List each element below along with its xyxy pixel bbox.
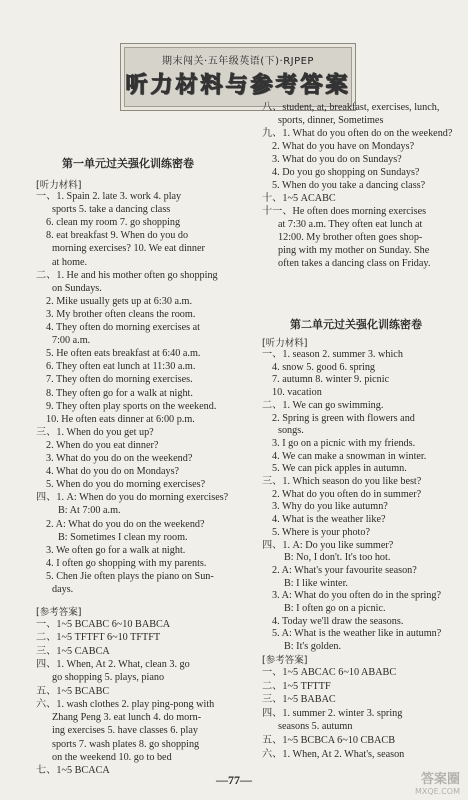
text-line: 3. I go on a picnic with my friends. <box>272 437 416 449</box>
text-line: 二、1~5 TFTTF <box>262 680 331 692</box>
text-line: 四、1. A: Do you like summer? <box>262 539 394 551</box>
text-line: seasons 5. autumn <box>278 721 353 733</box>
text-line: 十一、He often does morning exercises <box>262 206 427 217</box>
text-line: morning exercises? 10. We eat dinner <box>52 243 205 255</box>
text-line: sports, dinner, Sometimes <box>278 115 384 126</box>
text-line: Zhang Peng 3. eat lunch 4. do morn- <box>52 712 202 724</box>
text-line: 5. A: What is the weather like in autumn? <box>272 628 442 640</box>
text-line: 4. snow 5. good 6. spring <box>272 361 376 373</box>
text-line: 二、1. He and his mother often go shopping <box>36 269 218 281</box>
text-line: 5. When do you take a dancing class? <box>272 180 426 191</box>
text-line: on the weekend 10. go to bed <box>52 752 172 763</box>
text-line: on Sundays. <box>52 282 102 294</box>
text-line: 一、1~5 ABCAC 6~10 ABABC <box>262 667 397 678</box>
unit1-section-title: 第一单元过关强化训练密卷 <box>62 157 194 170</box>
text-line: ing exercises 5. have classes 6. play <box>52 725 198 737</box>
text-line: 2. A: What's your favourite season? <box>272 564 417 576</box>
text-line: 5. He often eats breakfast at 6:40 a.m. <box>46 348 201 360</box>
text-line: B: It's golden. <box>284 641 342 653</box>
text-line: 4. I often go shopping with my parents. <box>46 557 207 569</box>
watermark-logo <box>364 768 460 796</box>
text-line: 5. Chen Jie often plays the piano on Sun- <box>46 570 214 582</box>
unit2-listening-tag: [听力材料] <box>262 338 308 349</box>
text-line: 一、1~5 BCABC 6~10 BABCA <box>36 619 171 630</box>
text-line: B: At 7:00 a.m. <box>58 505 121 517</box>
text-line: 四、1. A: When do you do morning exercises? <box>36 492 229 504</box>
text-line: 六、1. When, At 2. What's, season <box>262 748 405 760</box>
text-line: 2. What do you often do in summer? <box>272 488 422 500</box>
text-line: 8. eat breakfast 9. When do you do <box>46 230 189 242</box>
text-line: at 7:30 a.m. They often eat lunch at <box>278 219 423 230</box>
text-line: 五、1~5 BCABC <box>36 685 110 697</box>
unit2-answers-tag: [参考答案] <box>262 655 308 666</box>
text-line: 三、1. When do you get up? <box>36 426 154 438</box>
text-line: 9. They often play sports on the weekend. <box>46 400 217 412</box>
text-line: 3. We often go for a walk at night. <box>46 544 186 556</box>
text-line: 八、student, at, breakfast, exercises, lunch, <box>262 102 440 113</box>
text-line: 4. Today we'll draw the seasons. <box>272 615 404 627</box>
text-line: go shopping 5. plays, piano <box>52 672 165 684</box>
text-line: 一、1. Spain 2. late 3. work 4. play <box>36 191 182 202</box>
text-line: 2. Mike usually gets up at 6:30 a.m. <box>46 295 193 307</box>
text-line: 2. Spring is green with flowers and <box>272 412 415 424</box>
text-line: 7:00 a.m. <box>52 335 91 347</box>
banner-title: 听力材料与参考答案 <box>125 73 351 98</box>
text-line: B: Sometimes I clean my room. <box>58 531 188 543</box>
watermark-main: 答案圈 <box>420 772 460 787</box>
text-line: 四、1. When, At 2. What, clean 3. go <box>36 658 190 670</box>
watermark-sub: MXQE.COM <box>414 787 460 796</box>
text-line: 7. They often do morning exercises. <box>46 374 193 386</box>
text-line: 4. We can make a snowman in winter. <box>272 450 427 462</box>
text-line: days. <box>52 584 74 595</box>
text-line: 7. autumn 8. winter 9. picnic <box>272 374 390 386</box>
text-line: sports 7. wash plates 8. go shopping <box>52 738 200 750</box>
text-line: 二、1. We can go swimming. <box>262 399 384 411</box>
unit1-listening-tag: [听力材料] <box>36 180 82 191</box>
text-line: 2. What do you have on Mondays? <box>272 141 415 152</box>
text-line: 12:00. My brother often goes shop- <box>278 232 423 243</box>
text-line: 4. They often do morning exercises at <box>46 322 200 333</box>
text-line: at home. <box>52 256 88 268</box>
text-line: 九、1. What do you often do on the weekend? <box>262 128 453 139</box>
text-line: 5. Where is your photo? <box>272 526 370 538</box>
text-line: 8. They often go for a walk at night. <box>46 387 193 399</box>
text-line: 三、1~5 BABAC <box>262 694 336 706</box>
text-line: 四、1. summer 2. winter 3. spring <box>262 707 403 719</box>
text-line: 3. A: What do you often do in the spring? <box>272 590 442 602</box>
text-line: ping with my mother on Sunday. She <box>278 245 430 256</box>
text-line: 一、1. season 2. summer 3. which <box>262 349 403 360</box>
text-line: 4. What is the weather like? <box>272 514 386 526</box>
text-line: 五、1~5 BCBCA 6~10 CBACB <box>262 735 396 746</box>
text-line: 2. A: What do you do on the weekend? <box>46 518 205 530</box>
text-line: 七、1~5 BCACA <box>36 765 110 777</box>
text-line: 6. clean my room 7. go shopping <box>46 217 181 229</box>
text-line: 10. vacation <box>272 387 322 399</box>
text-line: songs. <box>278 425 304 437</box>
text-line: 10. He often eats dinner at 6:00 p.m. <box>46 413 195 425</box>
text-line: sports 5. take a dancing class <box>52 204 171 216</box>
text-line: 三、1~5 CABCA <box>36 645 110 657</box>
text-line: 6. They often eat lunch at 11:30 a.m. <box>46 361 196 373</box>
text-line: 六、1. wash clothes 2. play ping-pong with <box>36 698 215 710</box>
unit2-section-title: 第二单元过关强化训练密卷 <box>290 318 422 331</box>
banner-subtitle: 期末闯关·五年级英语(下)·RJPEP <box>162 56 314 67</box>
text-line: 3. My brother often cleans the room. <box>46 308 196 320</box>
page-number: —77— <box>216 773 252 787</box>
text-line: 5. When do you do morning exercises? <box>46 479 206 491</box>
unit1-answers-tag: [参考答案] <box>36 607 82 618</box>
text-line: B: No, I don't. It's too hot. <box>284 552 391 564</box>
text-line: 3. Why do you like autumn? <box>272 501 388 513</box>
text-line: often takes a dancing class on Friday. <box>278 258 431 269</box>
text-line: B: I often go on a picnic. <box>284 603 386 614</box>
text-line: 4. What do you do on Mondays? <box>46 466 180 478</box>
text-line: 3. What do you do on Sundays? <box>272 154 402 165</box>
text-line: 十、1~5 ACABC <box>262 193 336 204</box>
text-line: 4. Do you go shopping on Sundays? <box>272 167 420 178</box>
text-line: B: I like winter. <box>284 577 348 589</box>
text-line: 三、1. Which season do you like best? <box>262 476 422 487</box>
text-line: 2. When do you eat dinner? <box>46 439 159 451</box>
text-line: 二、1~5 TFTFT 6~10 TFTFT <box>36 632 161 644</box>
text-line: 5. We can pick apples in autumn. <box>272 463 407 475</box>
text-line: 3. What do you do on the weekend? <box>46 453 193 464</box>
